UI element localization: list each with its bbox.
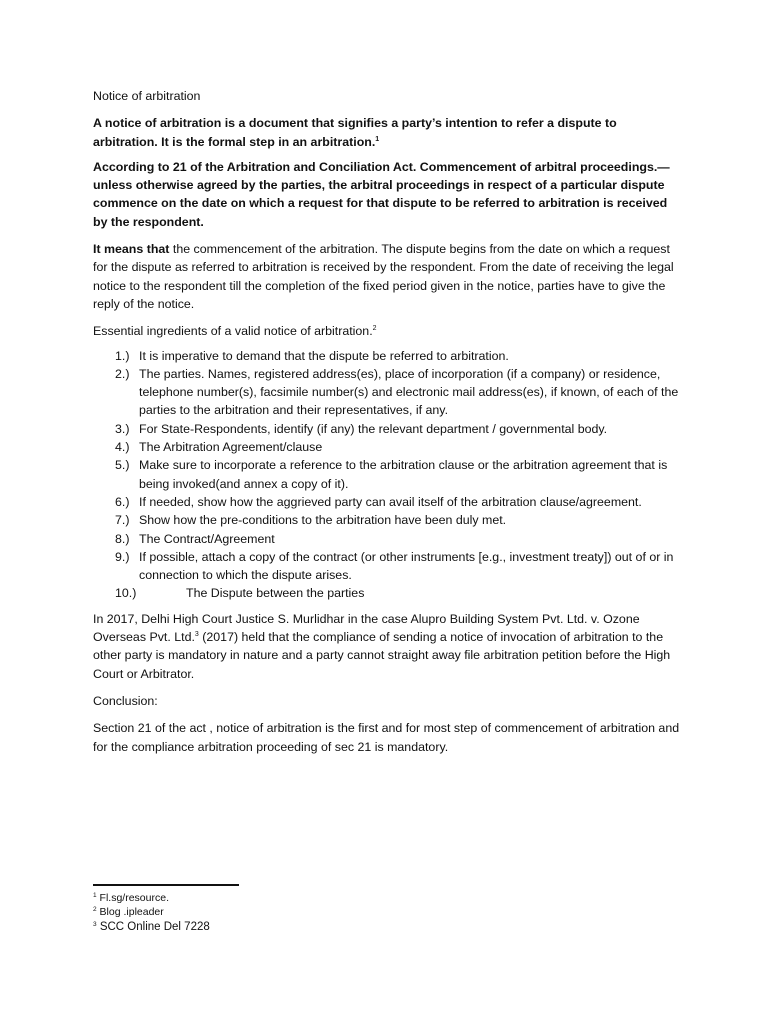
list-item xyxy=(93,420,683,438)
case-paragraph xyxy=(93,610,683,683)
document-title: Notice of arbitration xyxy=(93,89,201,103)
footnote-2 xyxy=(93,905,493,919)
footnote-number: 3 xyxy=(93,921,97,928)
intro-paragraph xyxy=(93,114,683,151)
list-item-text: The Arbitration Agreement/clause xyxy=(139,440,323,455)
footnote-text: SCC Online Del 7228 xyxy=(96,921,210,933)
footnote-text: Fl.sg/resource. xyxy=(96,892,169,904)
list-item-number: 5.) xyxy=(115,458,130,473)
list-item-text: If possible, attach a copy of the contract (or other instruments [e.g., investment treaty]) out of or in connection to which the dispute arises. xyxy=(139,549,674,583)
list-item xyxy=(93,347,683,365)
footnote-separator xyxy=(93,884,239,886)
list-item xyxy=(93,365,683,420)
means-lead: It means that xyxy=(93,242,170,257)
list-item xyxy=(93,530,683,548)
ingredients-list xyxy=(93,347,683,603)
list-item-number: 3.) xyxy=(115,421,130,436)
according-paragraph: According to 21 of the Arbitration and Conciliation Act. Commencement of arbitral proceedings.— unless otherwise agreed by the parties, the arbitral proceedings in respect of a particular dispute commence on the date on which a request for that dispute to be referred to arbitration is received by the respondent. xyxy=(93,159,670,229)
list-item-number: 9.) xyxy=(115,549,130,564)
case-text-after: (2017) held that the compliance of sending a notice of invocation of arbitration to the other party is mandatory in nature and a party cannot straight away file arbitration petition before the High Court or Arbitrator. xyxy=(93,630,671,681)
essential-text: Essential ingredients of a valid notice of arbitration. xyxy=(93,324,373,339)
list-item-text: Show how the pre-conditions to the arbitration have been duly met. xyxy=(139,513,507,528)
footnote-3 xyxy=(93,919,493,935)
list-item-number: 2.) xyxy=(115,366,130,381)
list-item xyxy=(93,493,683,511)
list-item-text: If needed, show how the aggrieved party can avail itself of the arbitration clause/agreement. xyxy=(139,494,642,509)
footnote-ref-2: 2 xyxy=(372,325,377,333)
list-item xyxy=(93,511,683,529)
list-item-number: 4.) xyxy=(115,440,130,455)
list-item-text: For State-Respondents, identify (if any) the relevant department / governmental body. xyxy=(139,421,608,436)
essential-heading xyxy=(93,322,683,340)
conclusion-paragraph: Section 21 of the act , notice of arbitration is the first and for most step of commencement of arbitration and for the compliance arbitration proceeding of sec 21 is mandatory. xyxy=(93,721,680,754)
list-item-number: 1.) xyxy=(115,348,130,363)
footnote-1 xyxy=(93,891,493,905)
means-paragraph xyxy=(93,240,683,313)
footnotes xyxy=(93,884,493,935)
document-body xyxy=(93,87,683,756)
conclusion-heading: Conclusion: xyxy=(93,693,158,708)
footnote-text: Blog .ipleader xyxy=(96,906,164,918)
list-item-number: 6.) xyxy=(115,494,130,509)
list-item-number: 10.) xyxy=(115,586,137,601)
list-item-text: The Dispute between the parties xyxy=(186,586,365,601)
list-item-text: The Contract/Agreement xyxy=(139,531,275,546)
footnote-number: 2 xyxy=(93,906,97,913)
intro-text: A notice of arbitration is a document that signifies a party’s intention to refer a dispute to arbitration. It is the formal step in an arbitration. xyxy=(93,116,617,149)
list-item-text: Make sure to incorporate a reference to the arbitration clause or the arbitration agreement that is being invoked(and annex a copy of it). xyxy=(139,458,668,491)
list-item xyxy=(93,456,683,493)
list-item-number: 7.) xyxy=(115,513,130,528)
case-text-before: In 2017, Delhi High Court Justice S. Murlidhar in the case Alupro Building System Pvt. Ltd. v. Ozone Overseas Pvt. Ltd. xyxy=(93,611,640,645)
list-item-number: 8.) xyxy=(115,531,130,546)
footnote-number: 1 xyxy=(93,892,97,899)
footnote-ref-1: 1 xyxy=(375,135,380,143)
list-item xyxy=(93,438,683,456)
list-item-text: It is imperative to demand that the dispute be referred to arbitration. xyxy=(139,348,509,363)
list-item xyxy=(93,548,683,585)
list-item-text: The parties. Names, registered address(es), place of incorporation (if a company) or residence, telephone number(s), facsimile number(s) and electronic mail address(es), if known, of each of the parties to the arbitration and their representatives, if any. xyxy=(139,366,679,418)
means-text: the commencement of the arbitration. The dispute begins from the date on which a request for the dispute as referred to arbitration is received by the respondent. From the date of receiving the legal notice to the respondent till the completion of the fixed period given in the notice, parties have to give the reply of the notice. xyxy=(93,242,674,311)
list-item xyxy=(93,584,683,602)
footnote-ref-3: 3 xyxy=(194,631,199,639)
